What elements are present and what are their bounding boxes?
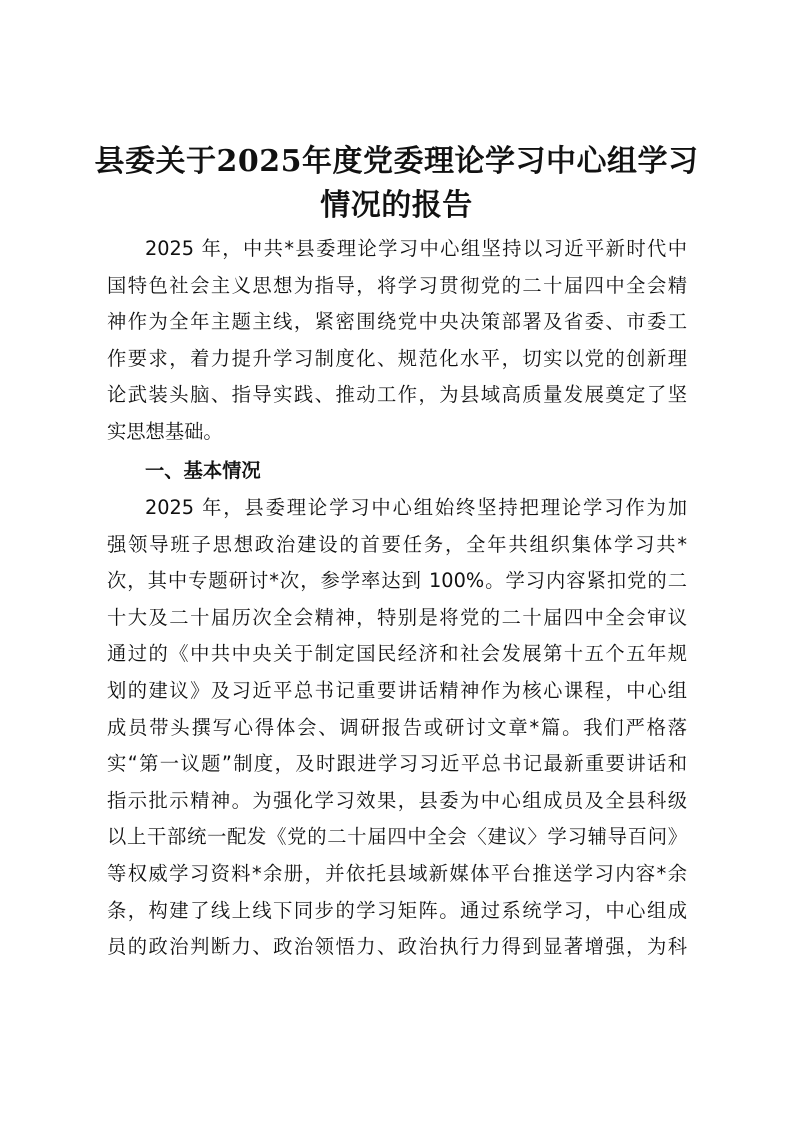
paragraph-intro <box>107 231 687 451</box>
section-heading-basic-situation: 一、基本情况 <box>145 459 261 482</box>
paragraph-line: 以上干部统一配发《党的二十届四中全会〈建议〉学习辅导百问》 <box>107 825 687 849</box>
paragraph-line: 强领导班子思想政治建设的首要任务，全年共组织集体学习共* <box>107 532 687 556</box>
paragraph-line: 十大及二十届历次全会精神，特别是将党的二十届四中全会审议 <box>107 605 687 629</box>
paragraph-line: 国特色社会主义思想为指导，将学习贯彻党的二十届四中全会精 <box>107 273 687 297</box>
paragraph-line: 指示批示精神。为强化学习效果，县委为中心组成员及全县科级 <box>107 788 687 812</box>
paragraph-line: 通过的《中共中央关于制定国民经济和社会发展第十五个五年规 <box>107 642 687 666</box>
paragraph-basic-situation <box>107 490 687 966</box>
paragraph-line: 次，其中专题研讨*次，参学率达到 100%。学习内容紧扣党的二 <box>107 569 687 593</box>
paragraph-line: 2025 年，县委理论学习中心组始终坚持把理论学习作为加 <box>145 496 687 519</box>
paragraph-line: 实“第一议题”制度，及时跟进学习习近平总书记最新重要讲话和 <box>107 752 687 776</box>
paragraph-line: 实思想基础。 <box>107 419 223 443</box>
paragraph-line: 员的政治判断力、政治领悟力、政治执行力得到显著增强，为科 <box>107 935 687 959</box>
paragraph-line: 等权威学习资料*余册，并依托县域新媒体平台推送学习内容*余 <box>107 861 687 885</box>
paragraph-line: 神作为全年主题主线，紧密围绕党中央决策部署及省委、市委工 <box>107 310 687 334</box>
document-title-line-1: 县委关于2025年度党委理论学习中心组学习 <box>94 144 699 179</box>
paragraph-line: 2025 年，中共*县委理论学习中心组坚持以习近平新时代中 <box>145 237 687 260</box>
paragraph-line: 划的建议》及习近平总书记重要讲话精神作为核心课程，中心组 <box>107 678 687 702</box>
document-title-line-2: 情况的报告 <box>320 188 473 223</box>
paragraph-line: 成员带头撰写心得体会、调研报告或研讨文章*篇。我们严格落 <box>107 715 687 739</box>
paragraph-line: 条，构建了线上线下同步的学习矩阵。通过系统学习，中心组成 <box>107 898 687 922</box>
paragraph-line: 论武装头脑、指导实践、推动工作，为县域高质量发展奠定了坚 <box>107 383 687 407</box>
paragraph-line: 作要求，着力提升学习制度化、规范化水平，切实以党的创新理 <box>107 346 687 370</box>
